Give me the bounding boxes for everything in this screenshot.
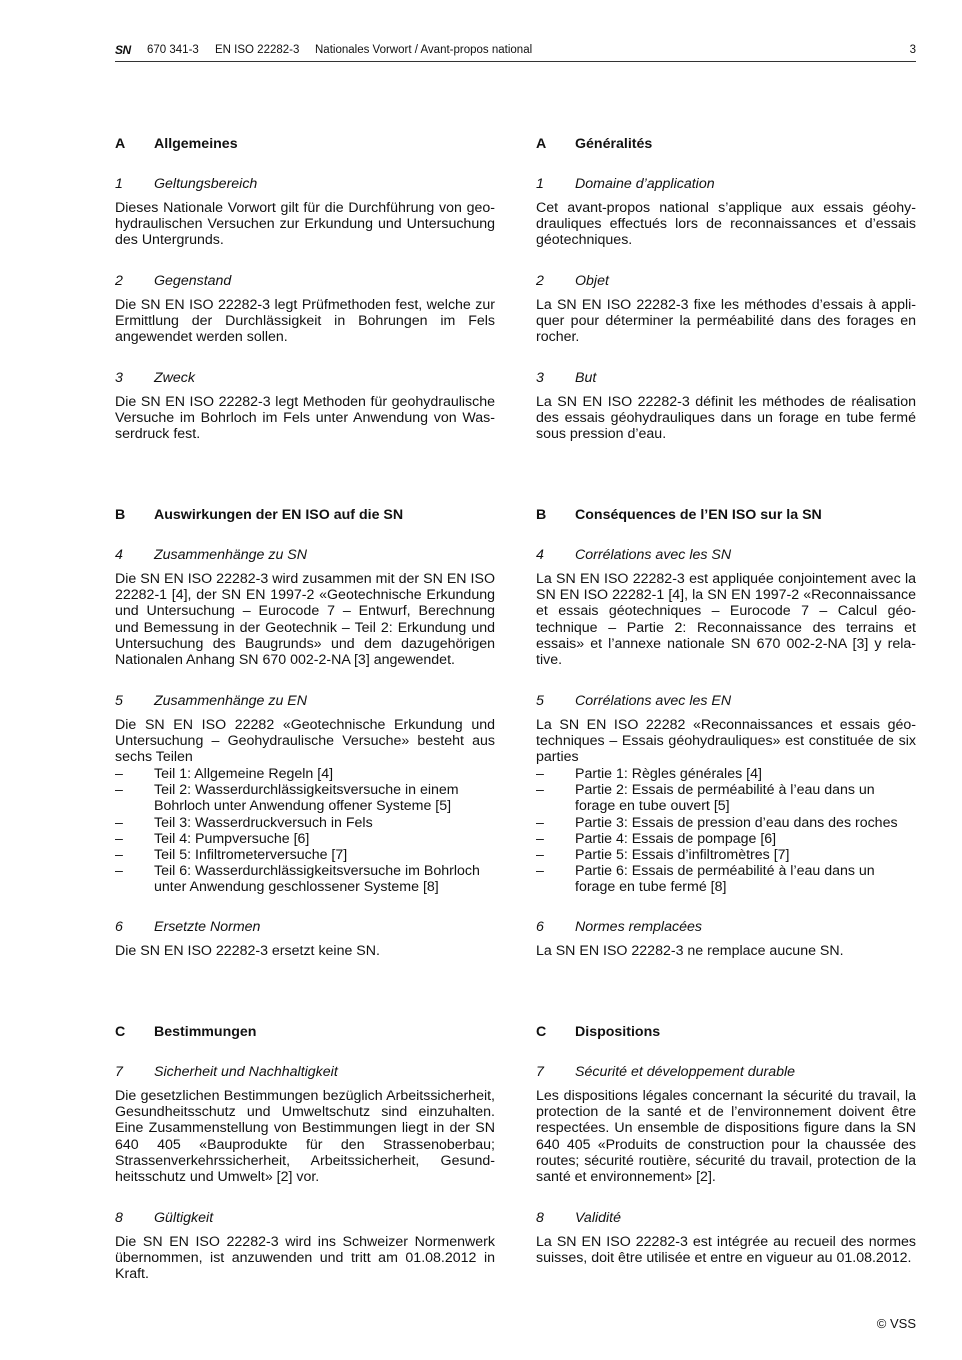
list-item: – Partie 6: Essais de perméabilité à l’eau dans un forage en tube fermé [8] <box>536 863 875 896</box>
subsection-6-heading: 6 Ersetzte Normen <box>115 919 261 935</box>
subsection-1-heading: 1 Geltungsbereich <box>115 176 258 192</box>
header-description: Nationales Vorwort / Avant-propos national <box>315 44 533 56</box>
sn-logo: SN <box>115 43 131 57</box>
list-item: – Partie 1: Règles générales [4] <box>536 766 762 782</box>
subsection-7-text: Les dispositions légales concernant la sécurité du travail, la protection de la santé et de l’environnement doivent être respectées. Un ensemble de dispositions figure dans la SN 640 405 «Produits de construction pour la chaussée des routes; sécurité routière, sécurité du travail, protection de la santé et environnement» [2]. <box>536 1088 916 1186</box>
list-item: – Partie 4: Essais de pompage [6] <box>536 830 777 847</box>
list-item: – Partie 3: Essais de pression d’eau dans des roches <box>536 814 898 831</box>
subsection-8-text: La SN EN ISO 22282-3 est intégrée au recueil des normes suisses, doit être utilisée et entre en vigueur au 01.08.2012. <box>536 1234 916 1267</box>
list-item: – Partie 5: Essais d’infiltromètres [7] <box>536 847 790 864</box>
parts-list <box>536 766 916 896</box>
subsection-6-text: Die SN EN ISO 22282-3 ersetzt keine SN. <box>115 943 380 959</box>
subsection-1-heading: 1 Domaine d’application <box>536 176 715 192</box>
subsection-4-text: La SN EN ISO 22282-3 est appliquée conjointement avec la SN EN ISO 22282-1 [4], la SN EN 1997-2 «Reconnaissance et essais géotechniques – Eurocode 7 – Calcul géotechnique – Partie 2: Reconnaissance des terrains et essais» et l’annexe nationale SN 670 002-2-NA [3] y relative. <box>536 571 916 669</box>
subsection-2-text: Die SN EN ISO 22282-3 legt Prüfmethoden fest, welche zur Ermittlung der Durchlässigkeit in Bohrungen im Fels angewendet werden sollen. <box>115 297 495 346</box>
subsection-3-text: La SN EN ISO 22282-3 définit les méthodes de réalisation des essais géohydrauliques dans un forage en tube fermé sous pression d’eau. <box>536 394 916 443</box>
list-item: – Teil 6: Wasserdurchlässigkeitsversuche im Bohrloch unter Anwendung geschlossener Systeme [8] <box>115 863 480 896</box>
document-number: 670 341-3 <box>147 44 199 56</box>
standard-reference: EN ISO 22282-3 <box>215 44 300 56</box>
subsection-1-text: Cet avant-propos national s’applique aux essais géohydrauliques effectués lors de reconnaissances et d’essais géotechniques. <box>536 200 916 249</box>
subsection-4-heading: 4 Corrélations avec les SN <box>536 547 732 563</box>
section-a-heading: A Généralités <box>536 136 653 152</box>
copyright-notice: © VSS <box>876 1316 916 1331</box>
subsection-7-heading: 7 Sécurité et développement durable <box>536 1064 796 1080</box>
subsection-7-heading: 7 Sicherheit und Nachhaltigkeit <box>115 1064 338 1080</box>
list-item: – Teil 2: Wasserdurchlässigkeitsversuche in einem Bohrloch unter Anwendung offener Systeme [5] <box>115 782 459 815</box>
subsection-5-heading: 5 Zusammenhänge zu EN <box>115 693 307 709</box>
subsection-7-text: Die gesetzlichen Bestimmungen bezüglich Arbeitssicherheit, Gesundheitsschutz und Umweltschutz sind einzuhalten. Eine Zusammenstellung von Bestimmungen liegt in der SN 640 405 «Bauprodukte für den Strassenoberbau; Strassenverkehrssicherheit, Arbeitssicherheit, Gesundheitsschutz und Umwelt» [2] vor. <box>115 1088 495 1186</box>
parts-list <box>115 766 495 896</box>
subsection-8-heading: 8 Gültigkeit <box>115 1210 214 1226</box>
list-item: – Teil 5: Infiltrometerversuche [7] <box>115 847 348 864</box>
subsection-8-text: Die SN EN ISO 22282-3 wird ins Schweizer Normenwerk übernommen, ist anzuwenden und tritt am 01.08.2012 in Kraft. <box>115 1234 495 1283</box>
list-item: – Teil 1: Allgemeine Regeln [4] <box>115 766 334 782</box>
section-b-heading: B Auswirkungen der EN ISO auf die SN <box>115 507 404 523</box>
section-c-heading: C Dispositions <box>536 1024 661 1040</box>
subsection-1-text: Dieses Nationale Vorwort gilt für die Durchführung von geohydraulischen Versuchen zur Erkundung und Untersuchung des Untergrunds. <box>115 200 495 249</box>
list-item: – Partie 2: Essais de perméabilité à l’eau dans un forage en tube ouvert [5] <box>536 782 875 815</box>
subsection-6-text: La SN EN ISO 22282-3 ne remplace aucune SN. <box>536 943 844 959</box>
subsection-4-text: Die SN EN ISO 22282-3 wird zusammen mit der SN EN ISO 22282-1 [4], der SN EN 1997-2 «Geotechnische Erkundung und Untersuchung – Eurocode 7 – Entwurf, Berechnung und Bemessung in der Geotechnik – Teil 2: Erkundung und Untersuchung des Baugrunds» und dem dazugehörigen Nationalen Anhang SN 670 002-2-NA [3] angewendet. <box>115 571 495 669</box>
page-header <box>115 43 916 62</box>
subsection-8-heading: 8 Validité <box>536 1210 622 1226</box>
section-c-heading: C Bestimmungen <box>115 1024 257 1040</box>
page-number: 3 <box>909 44 916 56</box>
subsection-6-heading: 6 Normes remplacées <box>536 919 702 935</box>
list-item: – Teil 3: Wasserdruckversuch in Fels <box>115 814 373 831</box>
subsection-4-heading: 4 Zusammenhänge zu SN <box>115 547 307 563</box>
subsection-2-heading: 2 Gegenstand <box>115 273 232 289</box>
subsection-2-heading: 2 Objet <box>536 273 609 289</box>
section-b-heading: B Conséquences de l’EN ISO sur la SN <box>536 507 822 523</box>
subsection-5-text: Die SN EN ISO 22282 «Geotechnische Erkundung und Untersuchung – Geohydraulische Versuche» besteht aus sechs Teilen <box>115 717 495 766</box>
subsection-5-heading: 5 Corrélations avec les EN <box>536 693 732 709</box>
subsection-3-heading: 3 But <box>536 370 597 386</box>
subsection-3-heading: 3 Zweck <box>115 370 195 386</box>
subsection-2-text: La SN EN ISO 22282-3 fixe les méthodes d’essais à appliquer pour déterminer la perméabilité dans des forages en rocher. <box>536 297 916 346</box>
subsection-5-text: La SN EN ISO 22282 «Reconnaissances et essais géotechniques – Essais géohydrauliques» est constituée de six parties <box>536 717 916 766</box>
list-item: – Teil 4: Pumpversuche [6] <box>115 830 310 847</box>
subsection-3-text: Die SN EN ISO 22282-3 legt Methoden für geohydraulische Versuche im Bohrloch im Fels unter Anwendung von Wasserdruck fest. <box>115 394 495 443</box>
section-a-heading: A Allgemeines <box>115 136 238 152</box>
